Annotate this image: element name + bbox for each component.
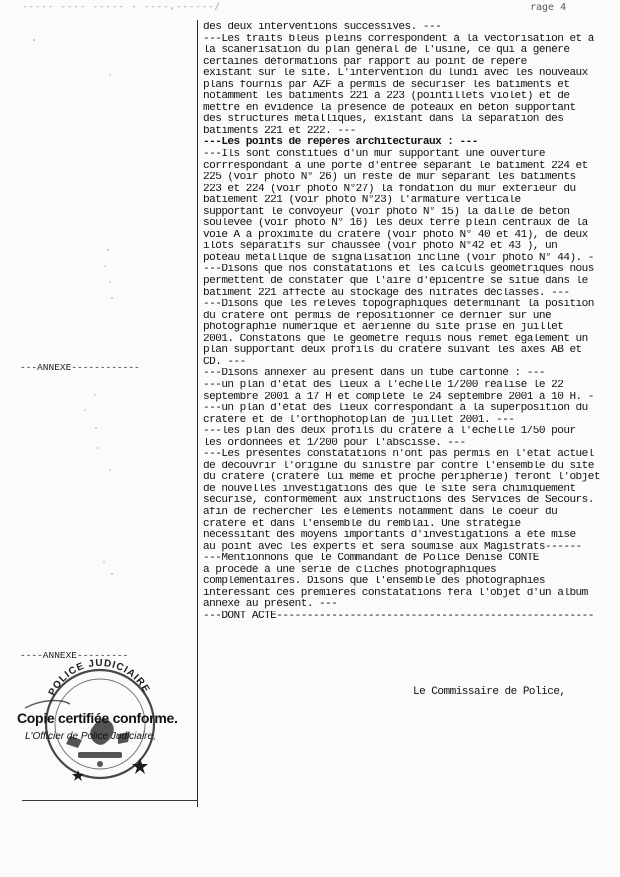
body-line: du cratère ont permis de repositionner ce dernier sur une [203, 310, 552, 322]
body-line: mettre en évidence la présence de poteaux en béton supportant [203, 102, 576, 114]
body-line: existant sur le site. L'intervention du lundi avec les nouveaux [203, 68, 588, 80]
page-number: rage 4 [530, 2, 567, 13]
body-line: soulevée (voir photo N° 16) les deux terre plein centraux de la [203, 218, 588, 230]
stamp-copie-text: Copie certifiée conforme. [17, 710, 178, 726]
body-line: des deux interventions successives. --- [203, 22, 442, 33]
body-line: ilôts séparatifs sur chaussée (voir photo N°42 et 43 ), un [203, 241, 558, 253]
seal-arc-text: POLICE JUDICIAIRE [46, 657, 152, 698]
body-line: du cratère (cratère lui même et proche périphérie) feront l'objet [203, 472, 600, 484]
body-line: la scanerisation du plan général de l'usine, ce qui a généré [203, 45, 570, 57]
body-line: ---Disons annexer au présent dans un tube cartonné : --- [203, 368, 546, 380]
body-line: ---un plan d'état des lieux à l'échelle 1/200 réalisé le 22 [203, 379, 564, 391]
body-line: corrrespondant à une porte d'entrée séparant le batiment 224 et [203, 160, 588, 172]
body-line: ---Disons que nos constatations et les calculs géométriques nous [203, 264, 594, 276]
body-line: notamment les batiments 221 à 223 (pointillets violet) et de [203, 91, 570, 103]
official-stamp [0, 640, 200, 800]
annexe-label-1: ---ANNEXE------------ [20, 362, 140, 373]
body-line: ---DONT ACTE---------------------------------------------------- [203, 610, 594, 622]
svg-text:POLICE JUDICIAIRE [47, 658, 152, 698]
body-line: ---Les traits bleus pleins correspondent à la vectorisation et à [203, 33, 594, 45]
body-line: 225 (voir photo N° 26) un reste de mur séparant les batiments [203, 172, 576, 184]
body-line: ---les plan des deux profils du cratère à l'échelle 1/50 pour [203, 426, 576, 438]
body-line: ---Disons que les relevés topographiques déterminant la position [203, 299, 594, 311]
body-line: batiement 221 (voir photo N°23) l'armature verticale [203, 195, 521, 207]
body-line: voie A à proximité du cratère (voir photo N° 40 et 41), de deux [203, 229, 588, 241]
header-scan-line: ----- ---- ----- - ----,------/ [22, 2, 221, 12]
body-line: de découvrir l'origine du sinistre par contre l'ensemble du site [203, 460, 594, 472]
body-line: cratère et de l'orthophotoplan de juillet 2001. --- [203, 414, 515, 426]
body-line: batiments 221 et 222. --- [203, 125, 356, 137]
body-line: cratère et dans l'ensemble du remblai. Une stratégie [203, 518, 521, 530]
body-line: poteau métallique de signalisation incliné (voir photo N° 44). - [203, 252, 594, 264]
body-line: sécurisé, conformément aux instructions des Services de Secours. [203, 495, 594, 507]
body-line: CD. --- [203, 356, 246, 368]
report-body [203, 22, 615, 622]
body-line: des structures métalliques, existant dans la séparation des [203, 114, 564, 126]
annexe-label-2: ----ANNEXE--------- [20, 650, 129, 661]
body-line: ---Les points de repères architecturaux : --- [203, 137, 478, 149]
body-line: batiment 221 affecté au stockage des nitrates déclassés. --- [203, 287, 570, 299]
body-line: les ordonnées et 1/200 pour l'abscisse. --- [203, 437, 466, 449]
margin-scan-specks [0, 0, 200, 640]
stamp-officier-text: L'Officier de Police Judiciaire, [25, 731, 156, 742]
body-line: photographie numérique et aérienne du site prise en juillet [203, 322, 564, 334]
body-line: plans fournis par AZF a permis de sécuriser les batiments et [203, 79, 570, 91]
body-line: permettent de constater que l'aire d'épicentre se situe dans le [203, 276, 588, 288]
body-line: plan supportant deux profils du cratère suivant les axes AB et [203, 345, 582, 357]
body-line: a procédé à une série de clichés photographiques [203, 564, 497, 576]
body-line: ---Ils sont constitués d'un mur supportant une ouverture [203, 149, 546, 161]
body-line: ---Mentionnons que le Commandant de Police Denise CONTE [203, 553, 539, 565]
margin-bottom-rule [22, 800, 198, 801]
body-line: ---un plan d'état des lieux correspondant à la superposition du [203, 403, 588, 415]
body-line: interessant ces premières constatations fera l'objet d'un album [203, 587, 588, 599]
signature-line: Le Commissaire de Police, [413, 686, 566, 698]
body-line: septembre 2001 à 17 H et complété le 24 septembre 2001 à 10 H. - [203, 391, 594, 403]
body-line: ---Les présentes constatations n'ont pas permis en l'état actuel [203, 449, 594, 461]
body-line: certaines déformations par rapport au point de repère [203, 56, 527, 68]
body-line: 223 et 224 (voir photo N°27) la fondation du mur extérieur du [203, 183, 576, 195]
body-line: au point avec les experts et sera soumise aux Magistrats------ [203, 541, 582, 553]
body-line: nécessitant des moyens importants d'investigations a été mise [203, 530, 576, 542]
body-line: afin de rechercher les éléments notamment dans le coeur du [203, 506, 558, 518]
body-line: 2001. Constatons que le géomètre requis nous remet également un [203, 333, 588, 345]
body-line: complémentaires. Disons que l'ensemble des photographies [203, 576, 546, 588]
body-line: supportant le convoyeur (voir photo N° 15) la dalle de béton [203, 206, 570, 218]
body-line: annexé au présent. --- [203, 599, 338, 611]
body-line: de nouvelles investigations dès que le site sera chimiquement [203, 483, 576, 495]
